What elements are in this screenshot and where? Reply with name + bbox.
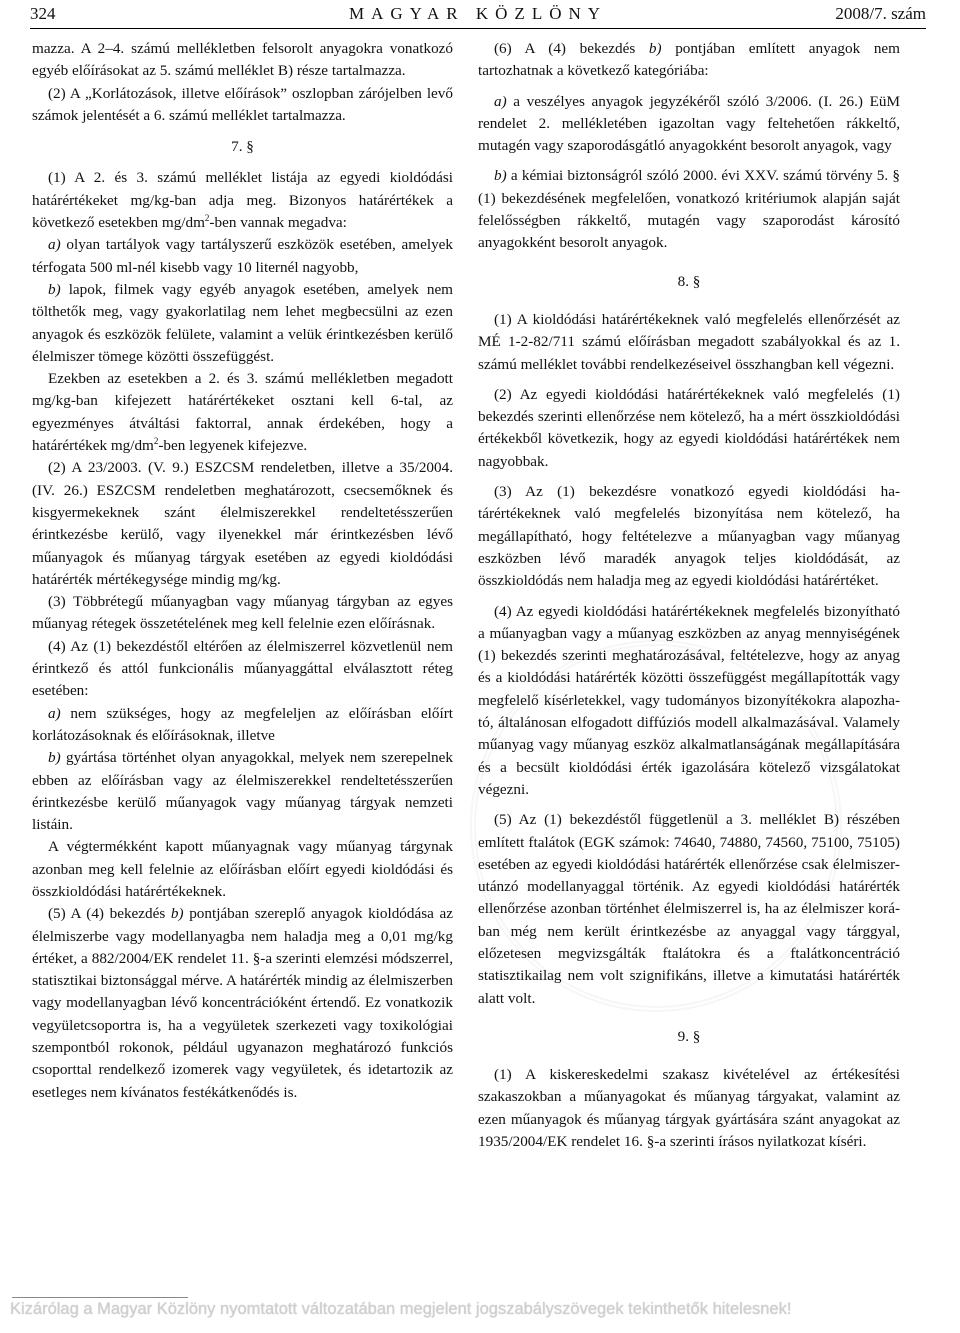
paragraph: A végtermékként kapott műanyagnak vagy műanyag tárgynak azonban meg kell felelnie az előírásban előírt egyedi kioldódási és összkioldódási határértékeknek. (32, 838, 453, 900)
item-label: b) (48, 749, 61, 767)
paragraph: (4) Az (1) bekezdéstől eltérően az élelmiszerrel közvetlenül nem érintkező és attól funkcionális műanyaggáttal elválasztott réteg esetében: (32, 637, 453, 700)
section-heading-7: 7. § (231, 138, 254, 156)
list-item: b) lapok, filmek vagy egyéb anyagok esetében, amelyek nem tölthetők meg, vagy gyakorlatilag nem lehet megbecsülni az ezen anyagok és eszközök felülete, valamint a velük érintkezésben kerülő élelmiszer tömege közötti összefüggést. (32, 280, 453, 365)
paragraph: (3) Az (1) bekezdésre vonatkozó egyedi kioldódási határértékeknek való megfelelés bizonyítása nem kötelező, ha megállapítható, hogy feltételezve a műanyagban vagy műanyag eszközben lévő maradék anyagok teljes kioldódását, az összkioldódás nem haladja meg az egyedi kioldódási határértéket. (478, 483, 900, 590)
right-column (478, 38, 900, 1153)
paragraph: (1) A 2. és 3. számú melléklet listája az egyedi kioldódási határértékeket mg/kg-ban adja meg. Bizonyos határértékek a következő esetekben $mg/dm^2$-ben vannak megadva: (32, 169, 453, 232)
paragraph: (6) A (4) bekezdés b) pontjában említett anyagok nem tartozhatnak a következő kategóriába: (478, 40, 900, 80)
list-item: b) gyártása történhet olyan anyagokkal, melyek nem szerepelnek ebben az előírásban vagy az élelmiszerekkel rendeltetésszerűen érintkezésbe kerülő műanyagok vagy műanyag tárgyak nemzeti listáin. (32, 749, 453, 834)
left-column (32, 38, 453, 1104)
section-heading-9: 9. § (677, 1027, 701, 1045)
list-item: a) nem szükséges, hogy az megfeleljen az előírásban előírt korlátozásoknak és előírásoknak, illetve (32, 704, 453, 744)
paragraph: (5) Az (1) bekezdéstől függetlenül a 3. melléklet B) részében említett ftalátok (EGK számok: 74640, 74880, 74560, 75100, 75105) esetében az egyedi kioldódási határérték ellenőrzése csak élelmiszer-utánzó modellanyaggal történik. Az egyedi kioldódási határérték ellenőrzése azonban történhet élelmiszerrel is, ha az élelmiszer korában még nem került érintkezésbe az anyaggal vagy tárggyal, előzetesen megvizsgálták ftalátokra és a ftalátkoncentráció statisztikailag nem volt szignifikáns, illetve a kimutatási határérték alatt volt. (478, 811, 900, 1007)
item-label: a) (48, 704, 61, 722)
list-item: a) olyan tartályok vagy tartályszerű eszközök esetében, amelyek térfogata 500 ml-nél kisebb vagy 10 liternél nagyobb, (32, 236, 453, 276)
paragraph: mazza. A 2–4. számú mellékletben felsorolt anyagokra vonatkozó egyéb előírásokat az 5. számú melléklet B) része tartalmazza. (32, 40, 453, 80)
publication-title: MAGYAR KÖZLÖNY (348, 4, 608, 23)
item-label: a) (494, 92, 507, 110)
superscript: 2 (204, 213, 210, 224)
issue-number: 2008/7. szám (835, 4, 926, 23)
authenticity-watermark: Kizárólag a Magyar Közlöny nyomtatott változatában megjelent jogszabályszövegek tekinthetők hitelesnek! (10, 1300, 792, 1318)
paragraph: (3) Többrétegű műanyagban vagy műanyag tárgyban az egyes műanyag rétegek összetételének meg kell felelnie ezen előírásnak. (32, 593, 453, 633)
page-number: 324 (30, 4, 56, 23)
page-header (30, 2, 926, 29)
item-label: b) (48, 280, 61, 298)
footer-rule (12, 1297, 188, 1298)
paragraph: Ezekben az esetekben a 2. és 3. számú mellékletben megadott mg/kg-ban kifejezett határértékeket osztani kell 6-tal, az egyezményes átváltási faktorral, annak érdekében, hogy a határértékek $mg/dm^2$-ben legyenek kifejezve. (32, 370, 453, 455)
paragraph: (2) A „Korlátozások, illetve előírások” oszlopban zárójelben levő számok jelentését a 6. számú melléklet tartalmazza. (32, 84, 453, 124)
item-label: a) (48, 236, 61, 254)
paragraph: (2) Az egyedi kioldódási határértékeknek való megfelelés (1) bekezdés szerinti ellenőrzése nem kötelező, ha a mért összkioldódási értékekből következik, hogy az egyedi kioldódási határértékek nem nagyobbak. (478, 385, 900, 470)
item-label: b) (494, 167, 507, 185)
paragraph: (5) A (4) bekezdés b) pontjában szereplő anyagok kioldódása az élelmiszerbe vagy modellanyagba nem haladja meg a 0,01 mg/kg értéket, a 882/2004/EK rendelet 11. §-a szerinti elemzési módszerrel, statisztikai biztonsággal mérve. A határérték mindig az élelmiszerben vagy modellanyagban lévő koncentrációként értendő. Ez vonatkozik vegyületcsoportra is, ha a vegyületek szerkezeti vagy toxikológiai szempontból rokonok, például ugyanazon meghatározó funkciós csoporttal rendelkező izomerek vagy vegyületek, és idetartozik az esetleges nem kívánatos festékátkenődés is. (32, 905, 453, 1101)
paragraph: (1) A kioldódási határértékeknek való megfelelés ellenőrzését az MÉ 1-2-82/711 számú előírásban megadott szabályokkal és az 1. számú melléklet további rendelkezéseivel összhangban kell végezni. (478, 310, 900, 373)
paragraph: (4) Az egyedi kioldódási határértékeknek megfelelés bizonyítható a műanyagban vagy a műanyag eszközben az anyag mennyiségének (1) bekezdés szerinti meghatározásával, feltételezve, hogy az anyag és a kioldódási határérték közötti összefüggést megállapították vagy megfelelő kísérletekkel, vagy tudományos bizonyítékokra alapozható, általánosan elfogadott diffúziós modell alkalmazásával. Valamely műanyag vagy műanyag eszköz alkalmatlanságának megállapítására és a becsült kioldódási érték igazolására kötelező vizsgálatokat végezni. (478, 602, 900, 798)
superscript: 2 (153, 436, 159, 447)
list-item: a) a veszélyes anyagok jegyzékéről szóló 3/2006. (I. 26.) EüM rendelet 2. mellékletében igazoltan vagy feltehetően rákkeltő, mutagén vagy szaporodásgátló anyagokként besorolt anyagok, vagy (478, 92, 900, 155)
paragraph: (1) A kiskereskedelmi szakasz kivételével az értékesítési szakaszokban a műanyagokat és műanyag tárgyakat, valamint az ezen műanyagok és műanyag tárgyak gyártására szánt anyagokat az 1935/2004/EK rendelet 16. §-a szerinti írásos nyilatkozat kíséri. (478, 1066, 900, 1151)
list-item: b) a kémiai biztonságról szóló 2000. évi XXV. számú törvény 5. § (1) bekezdésének megfelelően, vonatkozó kritériumok alapján saját felelősségben rákkeltő, mutagén vagy szaporodást károsító anyagokként besorolt anyagok. (478, 167, 900, 252)
paragraph: (2) A 23/2003. (V. 9.) ESZCSM rendeletben, illetve a 35/2004. (IV. 26.) ESZCSM rendeletben meghatározott, csecsemőknek és kisgyermekeknek szánt élelmiszerekkel rendeltetésszerűen érintkezésbe kerülő, vagy ilyenekkel már érintkezésben lévő műanyagok és műanyag tárgyak esetében az egyedi kioldódási határérték mértékegysége mindig mg/kg. (32, 459, 453, 588)
section-heading-8: 8. § (677, 272, 701, 290)
